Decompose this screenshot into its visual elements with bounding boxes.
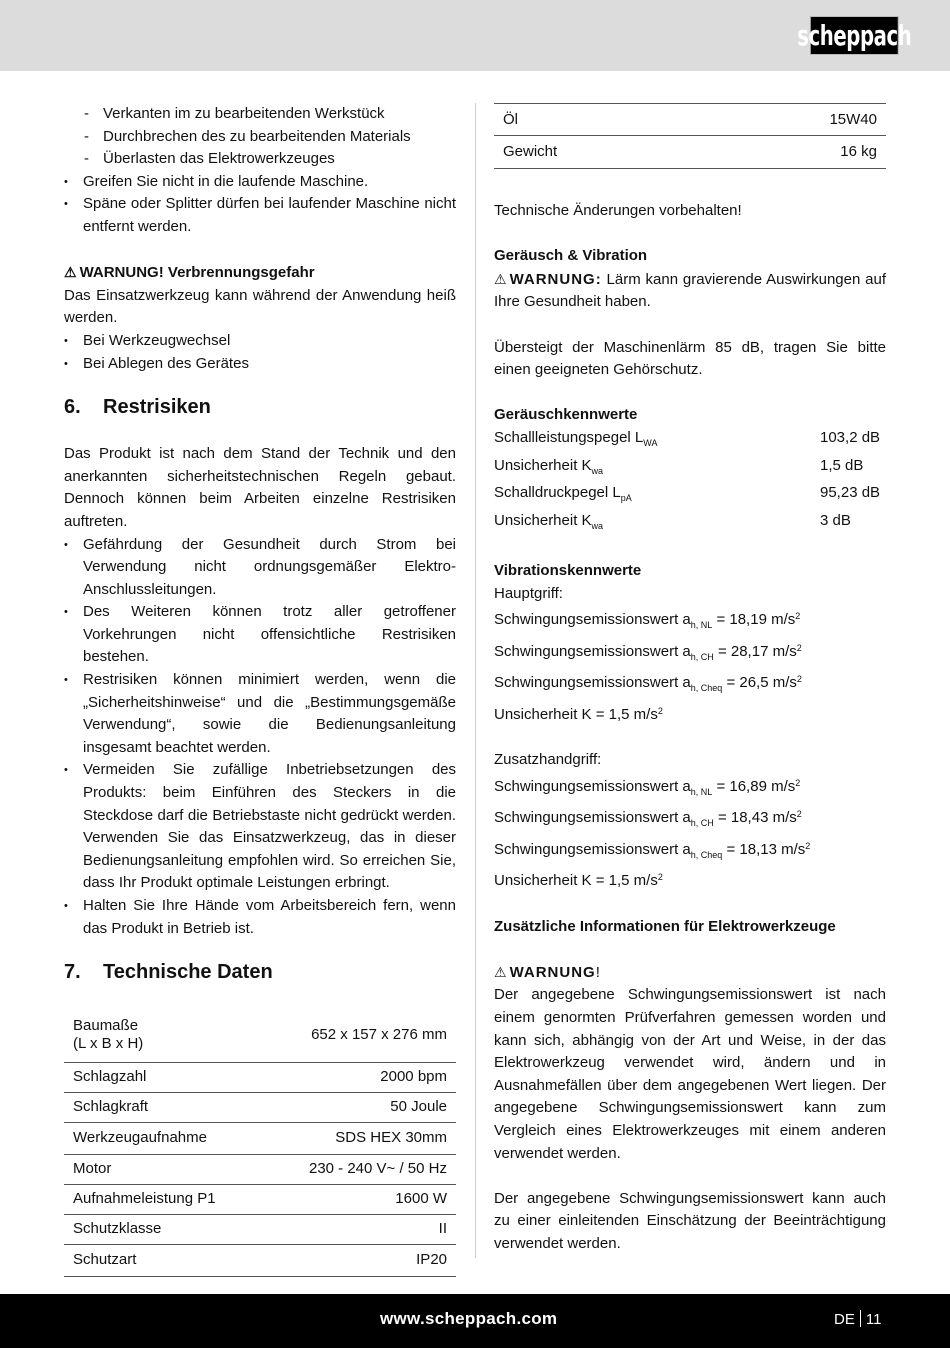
uncertainty-row: Unsicherheit K = 1,5 $m/s^2$ bbox=[494, 872, 663, 890]
noise-values-heading: Geräuschkennwerte bbox=[494, 406, 638, 424]
additional-warning-label: ⚠ WARNUNG! bbox=[494, 961, 886, 985]
bullet-item: • Späne oder Splitter dürfen bei laufender Maschine nicht entfernt werden. bbox=[64, 193, 456, 238]
dash-list-item: - Verkanten im zu bearbeitenden Werkstück bbox=[64, 103, 456, 126]
burn-warning-title: ⚠ WARNUNG! Verbrennungsgefahr bbox=[64, 261, 456, 285]
uncertainty-row: Unsicherheit K = 1,5 $m/s^2$ bbox=[494, 705, 663, 723]
header-bar bbox=[0, 0, 950, 71]
vibration-value-row: Schwingungsemissionswert $a_{h, NL} = 16,89$ $m/s^2$ bbox=[494, 777, 801, 797]
table-row: Aufnahmeleistung P1 1600 W bbox=[64, 1184, 456, 1214]
bullet-item: • Halten Sie Ihre Hände vom Arbeitsbereich fern, wenn das Produkt in Betrieb ist. bbox=[64, 895, 456, 940]
hearing-protection-note: Übersteigt der Maschinenlärm 85 dB, tragen Sie bitte einen geeigneten Gehörschutz. bbox=[494, 338, 886, 379]
vibration-value-row: Schwingungsemissionswert $a_{h, Cheq} = 26,5$ $m/s^2$ bbox=[494, 674, 802, 694]
website-link[interactable]: www.scheppach.com bbox=[380, 1309, 558, 1328]
language-code: DE bbox=[834, 1311, 855, 1328]
vibration-values-heading: Vibrationskennwerte bbox=[494, 561, 642, 579]
table-row: Schutzklasse II bbox=[64, 1214, 456, 1244]
section-6-heading: 6. Restrisiken bbox=[64, 396, 211, 419]
noise-vibration-heading: Geräusch & Vibration bbox=[494, 247, 648, 265]
table-row: Schlagzahl 2000 bpm bbox=[64, 1062, 456, 1092]
additional-paragraph-1: Der angegebene Schwingungsemissionswert ist nach einem genormten Prüfverfahren gemessen worden und kann sich, abhängig von der Art und Weise, in der das Elektrowerkzeug verwendet wird, ändern und in Ausnahmefällen über dem angegebenen Wert liegen. Der angegebene Schwingungsemissionswert kann zum Vergleich eines Elektrowerkzeuges mit einem anderen verwendet werden. bbox=[494, 986, 886, 1162]
warning-triangle-icon: ⚠ bbox=[494, 963, 507, 980]
burn-warning-text: Das Einsatzwerkzeug kann während der Anwendung heiß werden. bbox=[64, 286, 456, 327]
vibration-value-row: Schwingungsemissionswert $a_{h, CH} = 18,43$ $m/s^2$ bbox=[494, 809, 802, 829]
warning-triangle-icon: ⚠ bbox=[494, 270, 507, 287]
bullet-item: • Vermeiden Sie zufällige Inbetriebsetzungen des Produkts: beim Einführen des Steckers in die Steckdose darf die Betriebstaste nicht gedrückt werden. Verwenden Sie das Einsatzwerkzeug, das in dieser Bedienungsanleitung empfohlen wird. So erreichen Sie, dass Ihr Produkt optimale Leistungen erbringt. bbox=[64, 759, 456, 895]
aux-grip-label: Zusatzhandgriff: bbox=[494, 751, 602, 769]
bullet-item: • Bei Ablegen des Gerätes bbox=[64, 353, 456, 376]
page-indicator bbox=[834, 1310, 881, 1328]
table-row: Gewicht 16 kg bbox=[494, 136, 886, 169]
page-number: 11 bbox=[865, 1311, 882, 1328]
table-row: Schlagkraft 50 Joule bbox=[64, 1092, 456, 1122]
footer-bar bbox=[0, 1294, 950, 1348]
table-row: Schutzart IP20 bbox=[64, 1244, 456, 1276]
noise-value-row: Schallleistungspegel $L_{WA}$ 103,2 dB bbox=[494, 428, 881, 448]
column-divider bbox=[475, 103, 476, 1258]
bullet-item: • Greifen Sie nicht in die laufende Maschine. bbox=[64, 171, 456, 194]
noise-value-row: Schalldruckpegel $L_{pA}$ 95,23 dB bbox=[494, 484, 881, 504]
noise-value-row: Unsicherheit $K_{wa}$ 3 dB bbox=[494, 511, 851, 531]
bullet-item: • Des Weiteren können trotz aller getroffener Vorkehrungen nicht offensichtliche Restrisiken bestehen. bbox=[64, 601, 456, 669]
right-column bbox=[494, 103, 886, 1256]
additional-info-heading: Zusätzliche Informationen für Elektrowerkzeuge bbox=[494, 917, 836, 935]
table-row: Werkzeugaufnahme SDS HEX 30mm bbox=[64, 1122, 456, 1154]
table-row: Öl 15W40 bbox=[494, 104, 886, 136]
dash-list-item: - Überlasten das Elektrowerkzeuges bbox=[64, 148, 456, 171]
table-row: Baumaße (L x B x H) 652 x 157 x 276 mm bbox=[64, 1008, 456, 1062]
vibration-value-row: Schwingungsemissionswert $a_{h, CH} = 28,17$ $m/s^2$ bbox=[494, 642, 802, 662]
dash-list-item: - Durchbrechen des zu bearbeitenden Materials bbox=[64, 126, 456, 149]
bullet-item: • Gefährdung der Gesundheit durch Strom bei Verwendung nicht ordnungsgemäßer Elektro-Anschlussleitungen. bbox=[64, 534, 456, 602]
warning-triangle-icon: ⚠ bbox=[64, 264, 77, 281]
main-grip-label: Hauptgriff: bbox=[494, 584, 563, 602]
tech-specs-table-continued bbox=[494, 103, 886, 169]
bullet-item: • Restrisiken können minimiert werden, wenn die „Sicherheitshinweise“ und die „Bestimmungsgemäße Verwendung“, sowie die Bedienungsanleitung insgesamt beachtet werden. bbox=[64, 669, 456, 759]
noise-value-row: Unsicherheit $K_{wa}$ 1,5 dB bbox=[494, 456, 864, 476]
scheppach-logo: scheppach bbox=[810, 16, 899, 55]
left-column bbox=[64, 103, 456, 1277]
noise-warning: ⚠ WARNUNG: Lärm kann gravierende Auswirkungen auf Ihre Gesundheit haben. bbox=[494, 268, 886, 314]
vibration-value-row: Schwingungsemissionswert $a_{h, NL} = 18,19$ $m/s^2$ bbox=[494, 611, 801, 631]
tech-specs-table bbox=[64, 1008, 456, 1277]
vibration-value-row: Schwingungsemissionswert $a_{h, Cheq} = 18,13$ $m/s^2$ bbox=[494, 840, 811, 860]
table-row: Motor 230 - 240 V~ / 50 Hz bbox=[64, 1154, 456, 1184]
additional-paragraph-2: Der angegebene Schwingungsemissionswert kann auch zu einer einleitenden Einschätzung der Beeinträchtigung verwendet werden. bbox=[494, 1189, 886, 1252]
section-7-heading: 7. Technische Daten bbox=[64, 961, 273, 984]
section-6-intro: Das Produkt ist nach dem Stand der Technik und den anerkannten sicherheitstechnischen Regeln gebaut. Dennoch können beim Arbeiten einzelne Restrisiken auftreten. bbox=[64, 445, 456, 530]
bullet-item: • Bei Werkzeugwechsel bbox=[64, 330, 456, 353]
technical-changes-note: Technische Änderungen vorbehalten! bbox=[494, 202, 742, 219]
